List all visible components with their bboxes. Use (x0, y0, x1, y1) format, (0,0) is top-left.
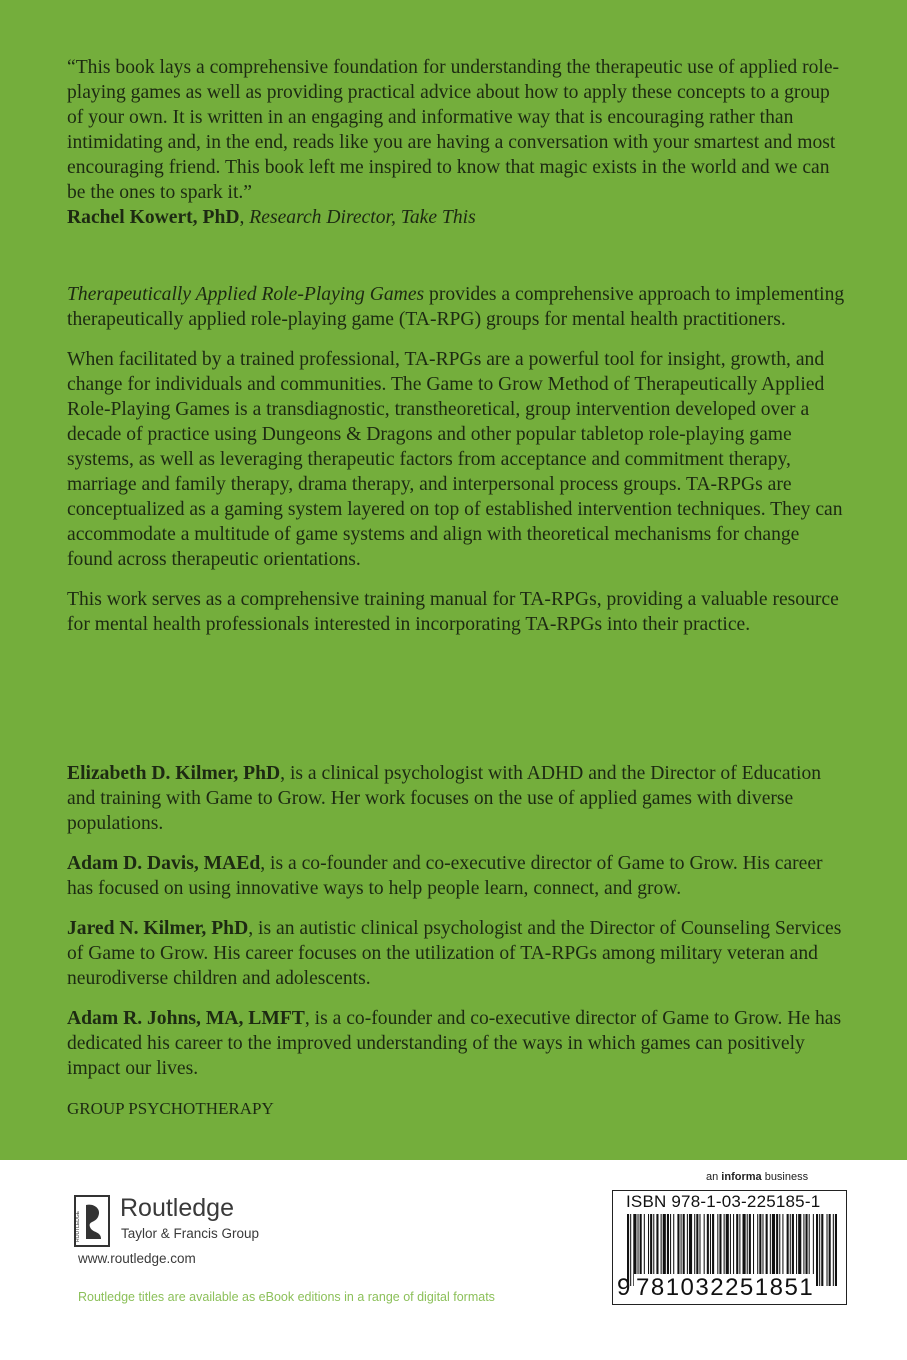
informa-suffix: business (761, 1171, 809, 1183)
publisher-group: Taylor & Francis Group (121, 1226, 260, 1241)
author-name: Adam D. Davis, MAEd (67, 853, 261, 874)
author-bios (67, 761, 847, 1121)
author-name: Jared N. Kilmer, PhD (67, 918, 249, 939)
barcode-bar (816, 1214, 818, 1286)
barcode-bar (819, 1214, 820, 1286)
book-description (67, 282, 847, 637)
quote-text: “This book lays a comprehensive foundation for understanding the therapeutic use of applied role-playing games as well as providing practical advice about how to apply these concepts to a group of your own. It is written in an engaging and informative way that is encouraging rather than intimidating and, in the end, reads like you are having a conversation with your smartest and most encouraging friend. This book left me inspired to know that magic exists in the world and we can be the ones to spark it.” (67, 57, 840, 203)
logo-vertical-text: ROUTLEDGE (75, 1210, 81, 1242)
author-bio-text: , is a co-founder and co-executive director of Game to Grow. He has dedicated his career to the improved understanding of the ways in which games can positively impact our lives. (67, 1008, 842, 1079)
author-bio-text: , is an autistic clinical psychologist and the Director of Counseling Services of Game to Grow. His career focuses on the utilization of TA-RPGs among military veteran and neurodiverse children and adolescents. (67, 918, 842, 989)
informa-brand: informa (721, 1171, 762, 1183)
author-bio (67, 916, 847, 991)
author-bio-text: , is a clinical psychologist with ADHD and the Director of Education and training with Game to Grow. Her work focuses on the use of applied games with diverse populations. (67, 763, 822, 834)
barcode-bar (827, 1214, 828, 1286)
quote-author-role: Research Director, Take This (249, 207, 476, 228)
barcode-bar (821, 1214, 823, 1286)
barcode-bar (829, 1214, 831, 1286)
author-bio (67, 761, 847, 836)
barcode-lead-digit: 9 (617, 1274, 631, 1301)
barcode-digits: 781032251851 (636, 1274, 815, 1301)
publisher-url: www.routledge.com (78, 1251, 196, 1266)
barcode-bar (833, 1214, 834, 1286)
quote-author: Rachel Kowert, PhD (67, 207, 240, 228)
barcode-bar (835, 1214, 837, 1286)
quote-author-sep: , (239, 207, 250, 228)
informa-line (706, 1171, 808, 1183)
description-paragraph-1 (67, 282, 847, 332)
description-paragraph-2: When facilitated by a trained professional, TA-RPGs are a powerful tool for insight, growth, and change for individuals and communities. The Game to Grow Method of Therapeutically Applied Role-Playing Games is a transdiagnostic, transtheoretical, group intervention developed over a decade of practice using Dungeons & Dragons and other popular tabletop role-playing game systems, as well as leveraging therapeutic factors from acceptance and commitment therapy, marriage and family therapy, drama therapy, and interpersonal process groups. TA-RPGs are conceptualized as a gaming system layered on top of established intervention techniques. They can accommodate a multitude of game systems and align with theoretical mechanisms for change found across therapeutic orientations. (67, 349, 843, 570)
author-bio-text: , is a co-founder and co-executive director of Game to Grow. His career has focused on using innovative ways to help people learn, connect, and grow. (67, 853, 823, 899)
review-quote (67, 55, 847, 230)
description-paragraph-3: This work serves as a comprehensive training manual for TA-RPGs, providing a valuable resource for mental health professionals interested in incorporating TA-RPGs into their practice. (67, 589, 839, 635)
book-title: Therapeutically Applied Role-Playing Games (67, 284, 425, 305)
isbn-label: ISBN 978-1-03-225185-1 (626, 1192, 821, 1211)
author-bio (67, 851, 847, 901)
description-p1-text: provides a comprehensive approach to implementing therapeutically applied role-playing game (TA-RPG) groups for mental health practitioners. (67, 284, 845, 330)
subject-category: GROUP PSYCHOTHERAPY (67, 1099, 274, 1118)
informa-prefix: an (706, 1171, 722, 1183)
publisher-name: Routledge (120, 1194, 234, 1222)
quote-attribution (67, 205, 847, 230)
author-name: Adam R. Johns, MA, LMFT (67, 1008, 305, 1029)
ebook-note: Routledge titles are available as eBook editions in a range of digital formats (78, 1290, 495, 1304)
author-bio (67, 1006, 847, 1081)
routledge-logo-icon (74, 1195, 110, 1247)
author-name: Elizabeth D. Kilmer, PhD (67, 763, 281, 784)
